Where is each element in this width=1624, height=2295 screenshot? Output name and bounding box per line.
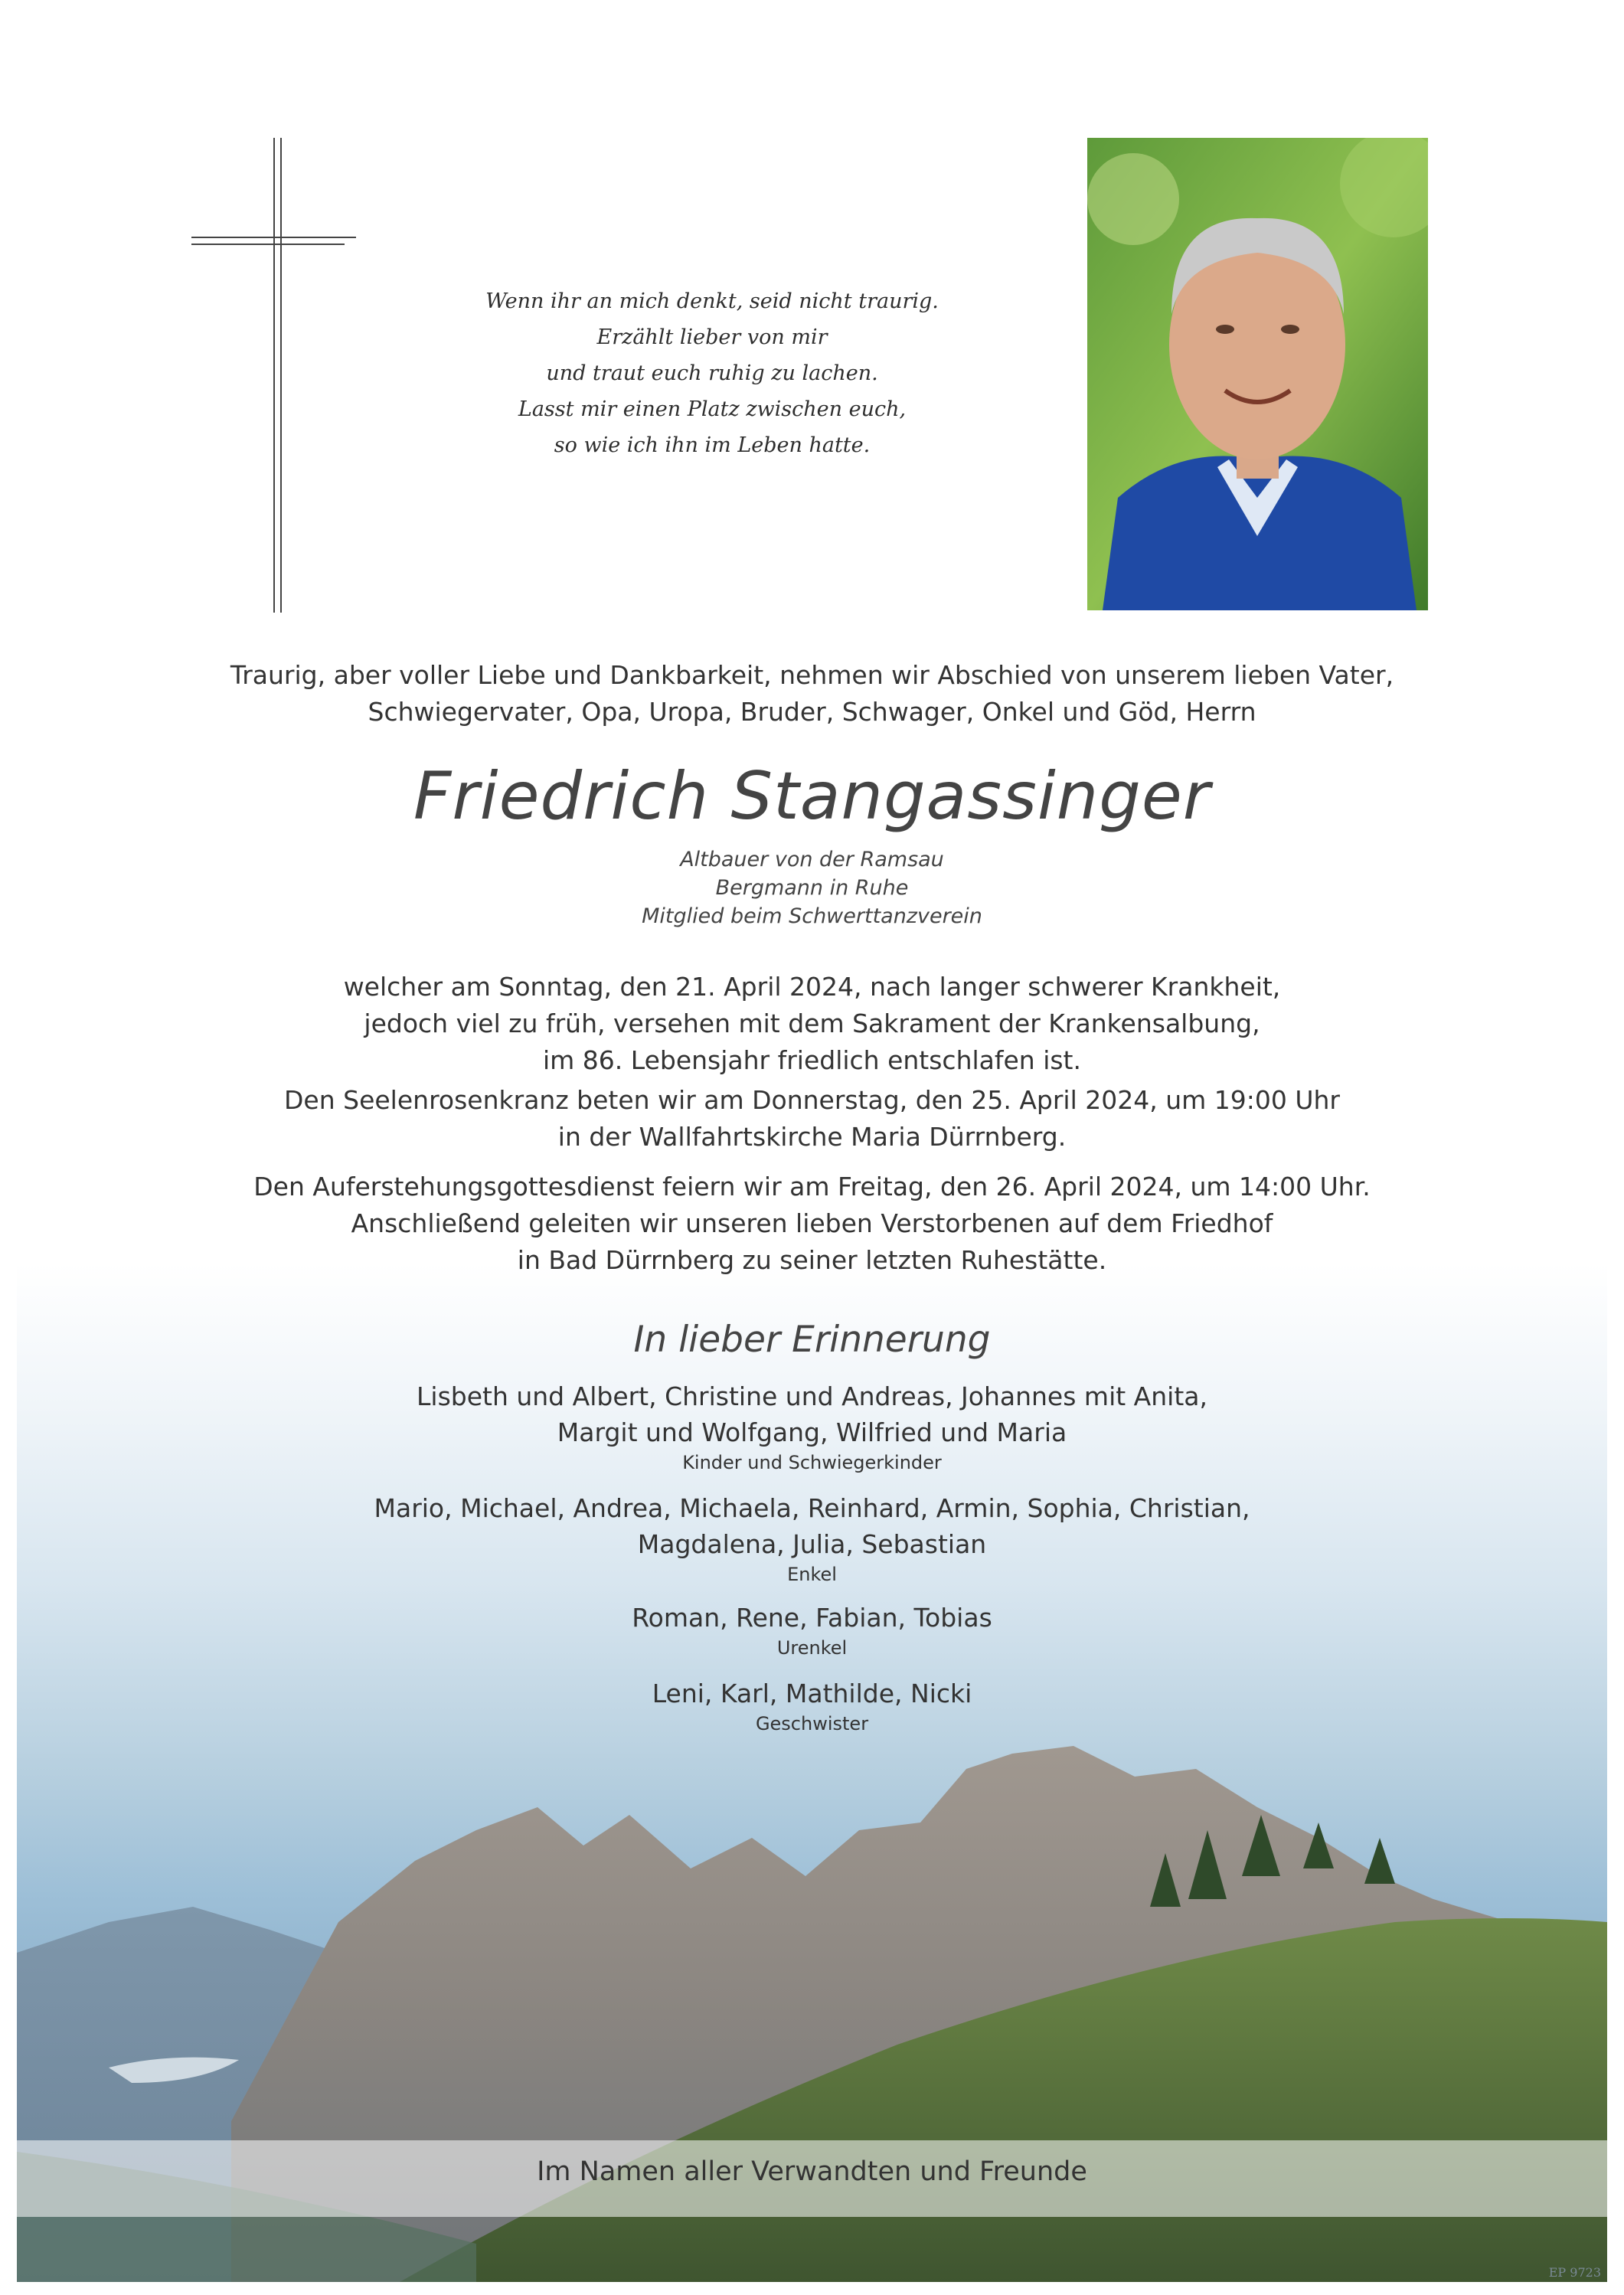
mourner-group-children — [0, 1378, 1624, 1475]
role-line: Bergmann in Ruhe — [715, 876, 909, 900]
mourner-names: Magdalena, Julia, Sebastian — [637, 1529, 987, 1559]
text-line: Anschließend geleiten wir unseren lieben Verstorbenen auf dem Friedhof — [351, 1208, 1273, 1238]
funeral-announcement — [0, 1169, 1624, 1279]
mourner-names: Leni, Karl, Mathilde, Nicki — [652, 1679, 972, 1708]
role-line: Mitglied beim Schwerttanzverein — [642, 904, 982, 928]
text-line: jedoch viel zu früh, versehen mit dem Sakrament der Krankensalbung, — [364, 1009, 1260, 1038]
intro-text — [0, 657, 1624, 731]
mourner-names: Roman, Rene, Fabian, Tobias — [632, 1603, 992, 1633]
role-line: Altbauer von der Ramsau — [680, 848, 944, 871]
footer-text: Im Namen aller Verwandten und Freunde — [537, 2156, 1087, 2187]
deceased-roles — [0, 845, 1624, 930]
poem-line: Erzählt lieber von mir — [596, 325, 828, 349]
text-line: in der Wallfahrtskirche Maria Dürrnberg. — [557, 1122, 1067, 1152]
death-announcement — [0, 969, 1624, 1079]
mourner-role: Geschwister — [755, 1713, 869, 1734]
cross-icon — [184, 138, 360, 613]
rosary-announcement — [0, 1082, 1624, 1156]
poem-line: Wenn ihr an mich denkt, seid nicht traurig. — [485, 289, 939, 313]
memory-title: In lieber Erinnerung — [633, 1319, 991, 1361]
poem-line: Lasst mir einen Platz zwischen euch, — [518, 397, 907, 421]
mourner-group-siblings — [0, 1675, 1624, 1736]
text-line: im 86. Lebensjahr friedlich entschlafen ist. — [542, 1045, 1081, 1075]
mourner-names: Mario, Michael, Andrea, Michaela, Reinhard, Armin, Sophia, Christian, — [374, 1493, 1250, 1523]
portrait-photo — [1087, 138, 1428, 610]
mourner-names: Margit und Wolfgang, Wilfried und Maria — [557, 1417, 1067, 1447]
mourner-role: Urenkel — [776, 1637, 848, 1659]
text-line: welcher am Sonntag, den 21. April 2024, nach langer schwerer Krankheit, — [343, 972, 1281, 1002]
poem — [398, 283, 1026, 463]
text-line: Den Seelenrosenkranz beten wir am Donnerstag, den 25. April 2024, um 19:00 Uhr — [284, 1085, 1340, 1115]
mourner-group-grandchildren — [0, 1490, 1624, 1587]
deceased-name: Friedrich Stangassinger — [413, 758, 1211, 835]
document-code: EP 9723 — [1548, 2265, 1601, 2280]
text-line: in Bad Dürrnberg zu seiner letzten Ruhestätte. — [517, 1245, 1107, 1275]
mourner-role: Enkel — [787, 1564, 837, 1585]
poem-line: und traut euch ruhig zu lachen. — [546, 361, 878, 385]
intro-line: Traurig, aber voller Liebe und Dankbarkeit, nehmen wir Abschied von unserem lieben Vater, — [230, 660, 1394, 690]
mourner-group-great-grandchildren — [0, 1600, 1624, 1660]
text-line: Den Auferstehungsgottesdienst feiern wir am Freitag, den 26. April 2024, um 14:00 Uhr. — [253, 1172, 1371, 1201]
intro-line: Schwiegervater, Opa, Uropa, Bruder, Schwager, Onkel und Göd, Herrn — [368, 697, 1256, 727]
mourner-names: Lisbeth und Albert, Christine und Andreas, Johannes mit Anita, — [417, 1381, 1207, 1411]
mourner-role: Kinder und Schwiegerkinder — [682, 1452, 942, 1473]
poem-line: so wie ich ihn im Leben hatte. — [554, 433, 871, 457]
